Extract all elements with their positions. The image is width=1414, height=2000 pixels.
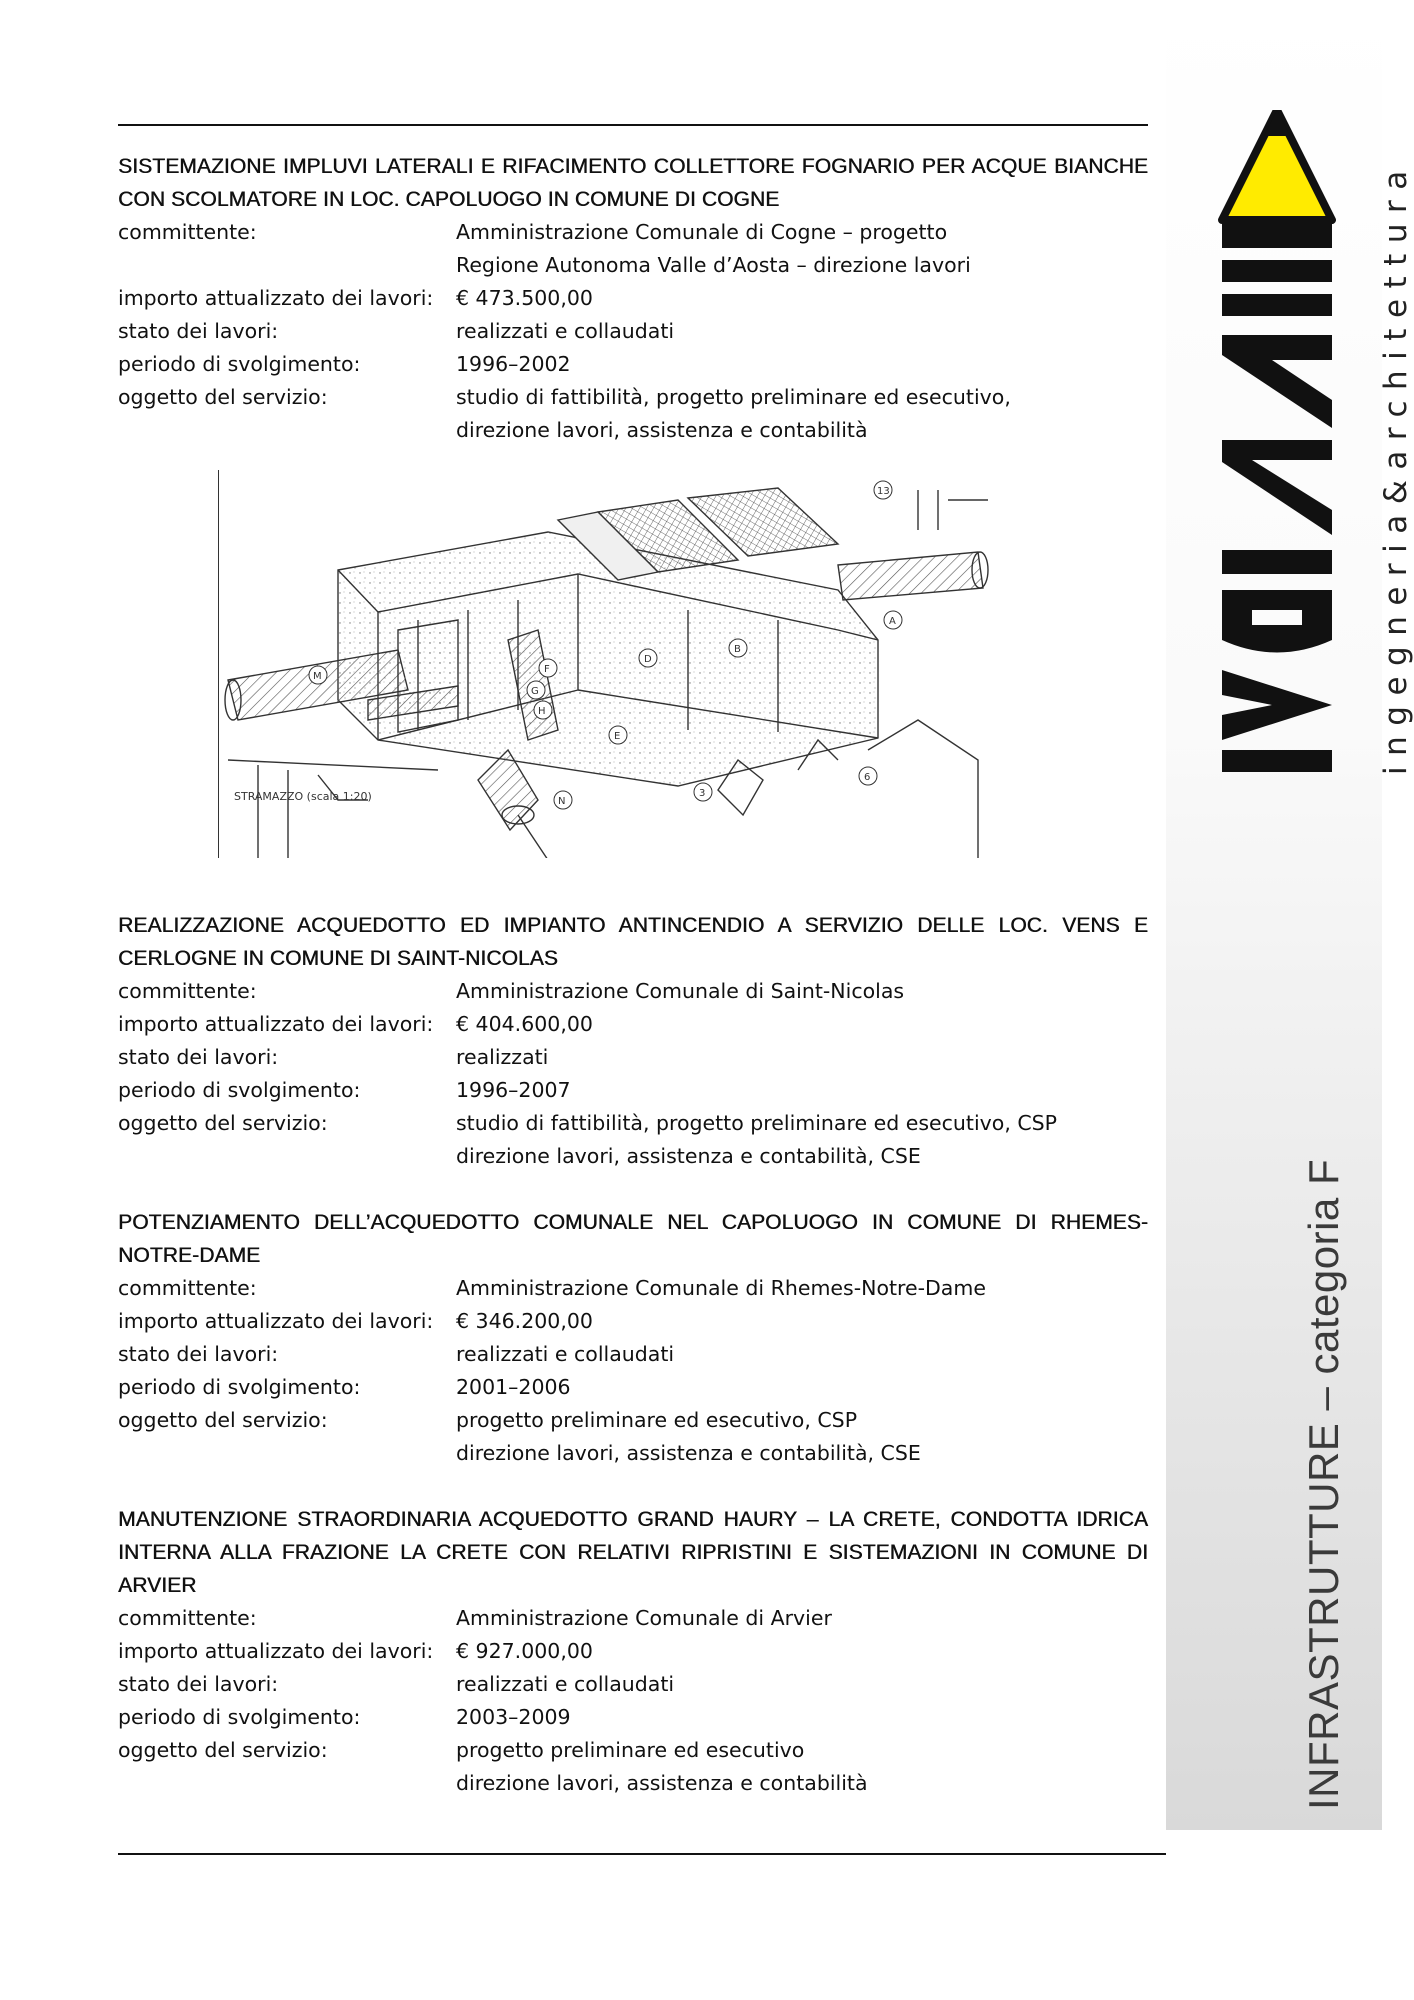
detail-value: € 927.000,00 [456, 1639, 593, 1663]
detail-row-stato [118, 1668, 1148, 1701]
detail-row-importo [118, 1008, 1148, 1041]
detail-value: realizzati e collaudati [456, 1672, 675, 1696]
detail-row-oggetto [118, 1404, 1148, 1470]
section-gap [118, 1173, 1148, 1206]
detail-row-periodo [118, 1371, 1148, 1404]
detail-row-oggetto [118, 1107, 1148, 1173]
detail-row-stato [118, 315, 1148, 348]
callout-label: F [544, 664, 550, 675]
detail-value-line: direzione lavori, assistenza e contabilità, CSE [456, 1144, 921, 1168]
detail-label: periodo di svolgimento: [118, 1375, 361, 1399]
project-entry [118, 150, 1148, 447]
detail-value: realizzati [456, 1045, 549, 1069]
detail-value-line: progetto preliminare ed esecutivo, CSP [456, 1408, 858, 1432]
detail-label: oggetto del servizio: [118, 385, 328, 409]
drawing-caption: STRAMAZZO (scala 1:20) [234, 790, 372, 803]
project-entry [118, 1503, 1148, 1800]
bottom-rule [118, 1853, 1166, 1855]
detail-row-oggetto [118, 381, 1148, 447]
project-entry [118, 1206, 1148, 1470]
detail-value [456, 1107, 1148, 1173]
detail-value [456, 381, 1148, 447]
detail-value [456, 1734, 1148, 1800]
detail-value-line: direzione lavori, assistenza e contabilità, CSE [456, 1441, 921, 1465]
project-entry [118, 909, 1148, 1173]
detail-value: Amministrazione Comunale di Rhemes-Notre-Dame [456, 1276, 986, 1300]
detail-row-periodo [118, 348, 1148, 381]
detail-label: importo attualizzato dei lavori: [118, 1309, 434, 1333]
project-list [118, 150, 1148, 1800]
detail-value [456, 216, 1148, 282]
detail-value-line: Regione Autonoma Valle d’Aosta – direzione lavori [456, 253, 971, 277]
detail-value: € 346.200,00 [456, 1309, 593, 1333]
detail-value: realizzati e collaudati [456, 319, 675, 343]
project-title: SISTEMAZIONE IMPLUVI LATERALI E RIFACIMENTO COLLETTORE FOGNARIO PER ACQUE BIANCHE CON SCOLMATORE IN LOC. CAPOLUOGO IN COMUNE DI COGNE [118, 155, 1148, 211]
detail-row-stato [118, 1041, 1148, 1074]
detail-row-committente [118, 1602, 1148, 1635]
project-title: REALIZZAZIONE ACQUEDOTTO ED IMPIANTO ANTINCENDIO A SERVIZIO DELLE LOC. VENS E CERLOGNE IN COMUNE DI SAINT-NICOLAS [118, 914, 1148, 970]
detail-value: 2003–2009 [456, 1705, 571, 1729]
detail-value: Amministrazione Comunale di Saint-Nicolas [456, 979, 905, 1003]
detail-label: committente: [118, 1606, 257, 1630]
project-title: MANUTENZIONE STRAORDINARIA ACQUEDOTTO GRAND HAURY – LA CRETE, CONDOTTA IDRICA INTERNA ALLA FRAZIONE LA CRETE CON RELATIVI RIPRISTINI E SISTEMAZIONI IN COMUNE DI ARVIER [118, 1508, 1148, 1597]
section-category-label: INFRASTRUTTURE – categoria F [1300, 1158, 1347, 1810]
detail-row-committente [118, 975, 1148, 1008]
detail-label: stato dei lavori: [118, 1045, 279, 1069]
detail-row-committente [118, 216, 1148, 282]
detail-row-periodo [118, 1074, 1148, 1107]
detail-value-line: studio di fattibilità, progetto preliminare ed esecutivo, [456, 385, 1011, 409]
detail-label: stato dei lavori: [118, 319, 279, 343]
detail-value-line: Amministrazione Comunale di Cogne – progetto [456, 220, 948, 244]
detail-label: committente: [118, 220, 257, 244]
callout-label: 13 [877, 486, 890, 497]
detail-label: periodo di svolgimento: [118, 1078, 361, 1102]
logo-tagline: ingegneria&architettura [1378, 160, 1414, 775]
detail-label: stato dei lavori: [118, 1672, 279, 1696]
detail-row-importo [118, 1635, 1148, 1668]
detail-row-oggetto [118, 1734, 1148, 1800]
detail-label: importo attualizzato dei lavori: [118, 286, 434, 310]
detail-label: periodo di svolgimento: [118, 1705, 361, 1729]
detail-row-importo [118, 1305, 1148, 1338]
detail-row-committente [118, 1272, 1148, 1305]
detail-value: 2001–2006 [456, 1375, 571, 1399]
detail-value: € 404.600,00 [456, 1012, 593, 1036]
callout-label: 6 [864, 772, 871, 783]
detail-value: € 473.500,00 [456, 286, 593, 310]
section-gap [118, 1470, 1148, 1503]
detail-label: periodo di svolgimento: [118, 352, 361, 376]
callout-label: M [313, 671, 322, 682]
detail-value: 1996–2007 [456, 1078, 571, 1102]
detail-label: committente: [118, 1276, 257, 1300]
callout-label: E [614, 731, 621, 742]
callout-label: A [889, 616, 896, 627]
logo-icon [1212, 110, 1342, 780]
detail-value: realizzati e collaudati [456, 1342, 675, 1366]
callout-label: G [531, 686, 539, 697]
detail-value-line: progetto preliminare ed esecutivo [456, 1738, 805, 1762]
project-title: POTENZIAMENTO DELL’ACQUEDOTTO COMUNALE NEL CAPOLUOGO IN COMUNE DI RHEMES-NOTRE-DAME [118, 1211, 1148, 1267]
detail-value: 1996–2002 [456, 352, 571, 376]
callout-label: 3 [699, 788, 706, 799]
detail-row-importo [118, 282, 1148, 315]
callout-label: B [734, 644, 741, 655]
callout-label: N [558, 796, 566, 807]
logo-wordmark: ABITARE [1212, 110, 1217, 111]
detail-label: oggetto del servizio: [118, 1408, 328, 1432]
detail-value-line: direzione lavori, assistenza e contabilità [456, 1771, 868, 1795]
detail-label: stato dei lavori: [118, 1342, 279, 1366]
detail-value [456, 1404, 1148, 1470]
detail-label: oggetto del servizio: [118, 1738, 328, 1762]
detail-value-line: direzione lavori, assistenza e contabilità [456, 418, 868, 442]
detail-row-periodo [118, 1701, 1148, 1734]
detail-label: importo attualizzato dei lavori: [118, 1012, 434, 1036]
detail-label: importo attualizzato dei lavori: [118, 1639, 434, 1663]
detail-value-line: studio di fattibilità, progetto preliminare ed esecutivo, CSP [456, 1111, 1058, 1135]
callout-label: D [644, 654, 652, 665]
technical-drawing [218, 470, 998, 858]
callout-label: H [538, 706, 546, 717]
detail-label: committente: [118, 979, 257, 1003]
top-rule [118, 124, 1148, 126]
detail-label: oggetto del servizio: [118, 1111, 328, 1135]
detail-row-stato [118, 1338, 1148, 1371]
detail-value: Amministrazione Comunale di Arvier [456, 1606, 832, 1630]
